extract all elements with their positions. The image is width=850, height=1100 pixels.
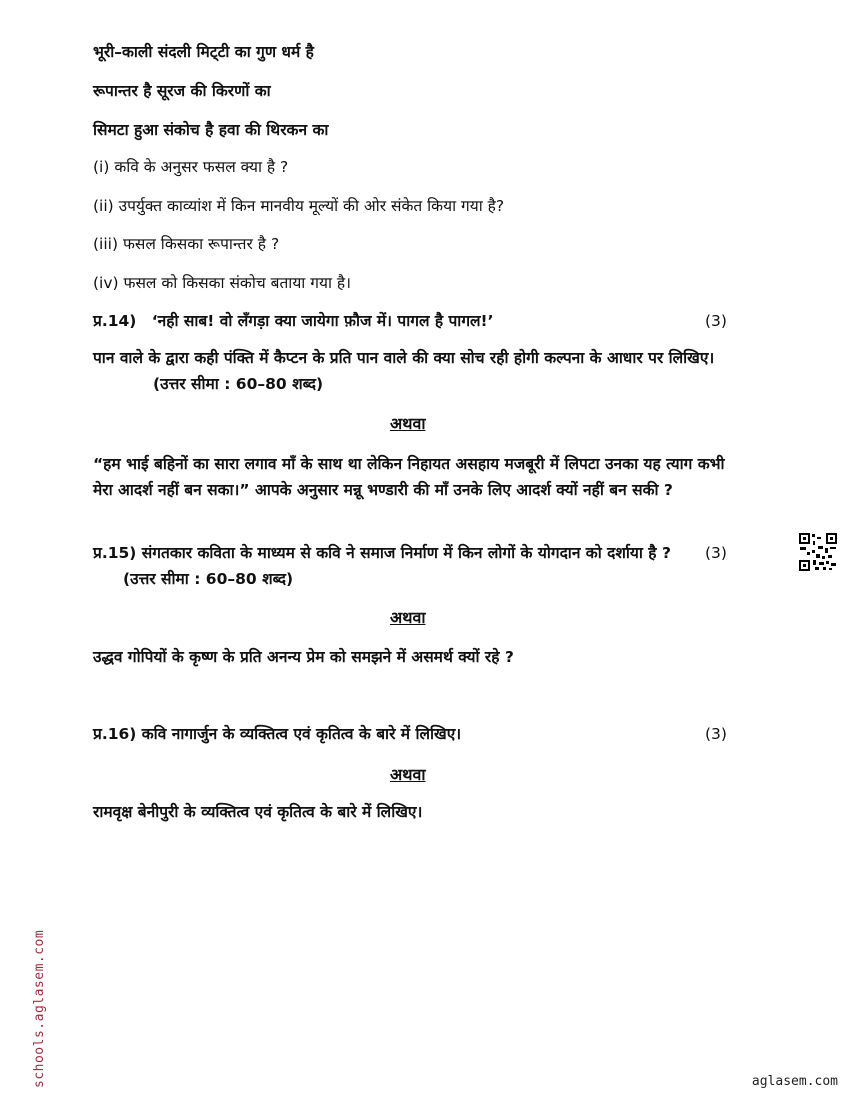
q15-alt-text: उद्धव गोपियों के कृष्ण के प्रति अनन्य प्रेम को समझने में असमर्थ क्यों रहे ? bbox=[93, 648, 514, 666]
side-watermark-text: schools.aglasem.com bbox=[32, 929, 47, 1088]
q14-limit: (उत्तर सीमा : 60–80 शब्द) bbox=[153, 375, 324, 393]
q16-text: कवि नागार्जुन के व्यक्तित्व एवं कृतित्व के बारे में लिखिए। bbox=[141, 725, 462, 743]
q15-limit: (उत्तर सीमा : 60–80 शब्द) bbox=[123, 570, 294, 588]
q14-quote: ‘नही साब! वो लँगड़ा क्या जायेगा फ़ौज में। पागल है पागल!’ bbox=[151, 312, 494, 330]
q16-or: अथवा bbox=[390, 765, 426, 784]
q16-number: प्र.16) bbox=[93, 725, 137, 743]
q15-number: प्र.15) bbox=[93, 544, 137, 562]
q15-text: संगतकार कविता के माध्यम से कवि ने समाज निर्माण में किन लोगों के योगदान को दर्शाया है ? bbox=[141, 544, 671, 562]
q14-number: प्र.14) bbox=[93, 312, 137, 330]
sub-question-3: (iii) फसल किसका रूपान्तर है ? bbox=[93, 235, 280, 253]
sub-question-1: (i) कवि के अनुसर फसल क्या है ? bbox=[93, 158, 289, 176]
q15-marks: (3) bbox=[705, 544, 727, 562]
q15-question bbox=[93, 540, 725, 592]
q14-or: अथवा bbox=[390, 414, 426, 433]
footer-watermark: aglasem.com bbox=[751, 1074, 838, 1089]
q14-question: पान वाले के द्वारा कही पंक्ति में कैप्टन के प्रति पान वाले की क्या सोच रही होगी कल्पना के आधार पर लिखिए। bbox=[93, 349, 715, 367]
q16-marks: (3) bbox=[705, 725, 727, 743]
poem-line-3: सिमटा हुआ संकोच है हवा की थिरकन का bbox=[93, 121, 329, 139]
q15-or: अथवा bbox=[390, 608, 426, 627]
sub-question-4: (iv) फसल को किसका संकोच बताया गया है। bbox=[93, 274, 352, 292]
q16-alt-text: रामवृक्ष बेनीपुरी के व्यक्तित्व एवं कृतित्व के बारे में लिखिए। bbox=[93, 803, 423, 821]
sub-question-2: (ii) उपर्युक्त काव्यांश में किन मानवीय मूल्यों की ओर संकेत किया गया है? bbox=[93, 197, 505, 215]
q14-alt-text: “हम भाई बहिनों का सारा लगाव माँ के साथ था लेकिन निहायत असहाय मजबूरी में लिपटा उनका यह त्याग कभी मेरा आदर्श नहीं बन सका।” आपके अनुसार मन्नू भण्डारी की माँ उनके लिए आदर्श क्यों नहीं बन सकी ? bbox=[93, 455, 725, 499]
q16-question bbox=[93, 724, 461, 744]
poem-line-1: भूरी–काली संदली मिट्‌टी का गुण धर्म है bbox=[93, 43, 314, 61]
qr-code-icon bbox=[798, 532, 838, 572]
poem-line-2: रूपान्तर है सूरज की किरणों का bbox=[93, 82, 271, 100]
q14-marks: (3) bbox=[705, 312, 727, 330]
side-watermark bbox=[14, 900, 47, 1090]
q14-heading bbox=[93, 311, 494, 331]
q14-text bbox=[93, 345, 725, 397]
